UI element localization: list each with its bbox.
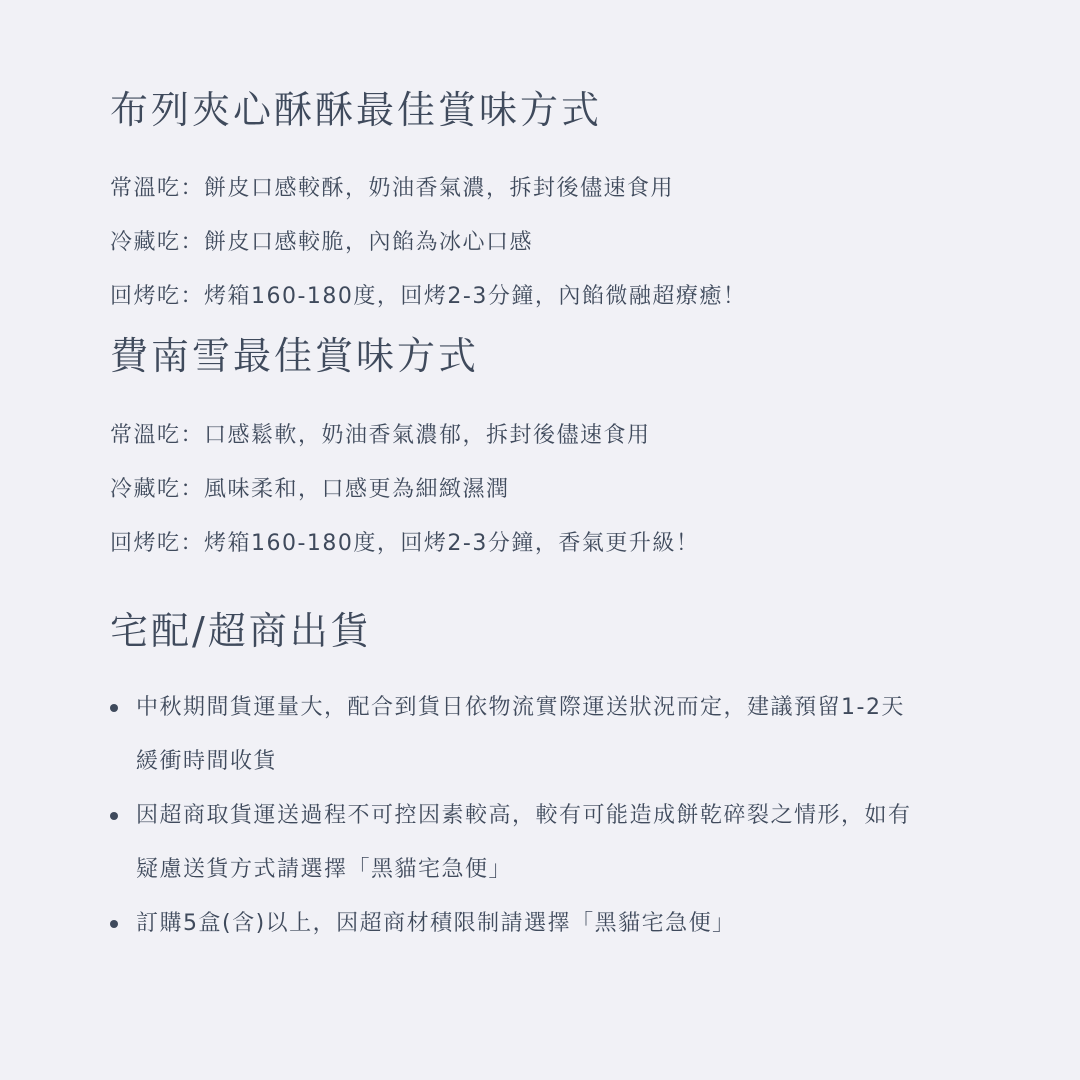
serving-method-list: [110, 162, 950, 324]
section-financier-serving: [110, 330, 950, 571]
serving-room-temp: 常溫吃：餅皮口感較酥，奶油香氣濃，拆封後儘速食用: [110, 176, 675, 201]
section-brule-sandwich-serving: [110, 84, 950, 324]
bullet-icon: [110, 920, 118, 928]
list-item-text: 因超商取貨運送過程不可控因素較高，較有可能造成餅乾碎裂之情形，如有疑慮送貨方式請選擇「黑貓宅急便」: [136, 803, 912, 882]
serving-room-temp: 常溫吃：口感鬆軟，奶油香氣濃郁，拆封後儘速食用: [110, 423, 651, 448]
serving-chilled: 冷藏吃：風味柔和，口感更為細緻濕潤: [110, 477, 510, 502]
info-page: [110, 84, 950, 951]
section-title: 宅配/超商出貨: [110, 609, 372, 653]
section-shipping: [110, 605, 950, 951]
list-item: [110, 681, 926, 789]
list-item: [110, 789, 926, 897]
serving-reheated: 回烤吃：烤箱160-180度，回烤2-3分鐘，內餡微融超療癒！: [110, 284, 747, 309]
list-item: [110, 897, 926, 951]
serving-reheated: 回烤吃：烤箱160-180度，回烤2-3分鐘，香氣更升級！: [110, 531, 700, 556]
shipping-notes-list: [110, 681, 950, 951]
serving-method-list: [110, 409, 950, 571]
serving-chilled: 冷藏吃：餅皮口感較脆，內餡為冰心口感: [110, 230, 534, 255]
list-item-text: 中秋期間貨運量大，配合到貨日依物流實際運送狀況而定，建議預留1-2天緩衝時間收貨: [136, 695, 905, 774]
section-title: 布列夾心酥酥最佳賞味方式: [110, 88, 603, 132]
section-title: 費南雪最佳賞味方式: [110, 334, 480, 378]
bullet-icon: [110, 812, 118, 820]
list-item-text: 訂購5盒(含)以上，因超商材積限制請選擇「黑貓宅急便」: [136, 911, 736, 936]
bullet-icon: [110, 704, 118, 712]
